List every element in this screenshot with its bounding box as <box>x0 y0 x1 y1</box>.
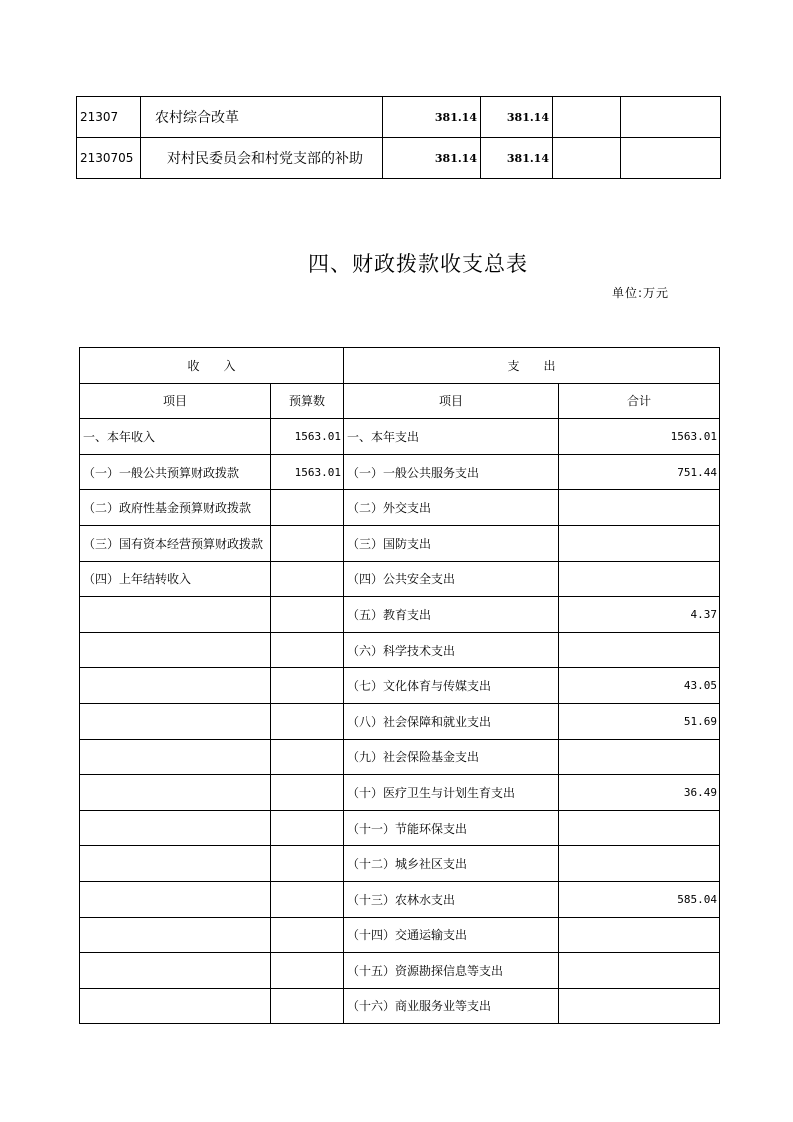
table-row <box>77 97 721 138</box>
expense-item-cell: （十四）交通运输支出 <box>344 917 559 953</box>
income-amount-cell <box>271 953 344 989</box>
expense-item-cell: （八）社会保障和就业支出 <box>344 703 559 739</box>
table-row <box>77 138 721 179</box>
income-item-cell <box>80 668 271 704</box>
expense-item-cell: （九）社会保险基金支出 <box>344 739 559 775</box>
code-cell: 2130705 <box>77 138 141 179</box>
income-item-cell: （三）国有资本经营预算财政拨款 <box>80 525 271 561</box>
table-row <box>80 454 720 490</box>
income-header: 收 入 <box>80 348 344 384</box>
expense-item-cell: （三）国防支出 <box>344 525 559 561</box>
expense-item-cell: 一、本年支出 <box>344 419 559 455</box>
expense-item-cell: （六）科学技术支出 <box>344 632 559 668</box>
income-item-cell <box>80 917 271 953</box>
expense-header: 支 出 <box>344 348 720 384</box>
income-amount-cell <box>271 810 344 846</box>
expense-item-header: 项目 <box>344 383 559 419</box>
expense-amount-cell <box>559 810 720 846</box>
income-amount-cell <box>271 597 344 633</box>
income-amount-cell <box>271 525 344 561</box>
expense-item-cell: （十五）资源勘探信息等支出 <box>344 953 559 989</box>
table-row <box>80 988 720 1024</box>
expense-item-cell: （十）医疗卫生与计划生育支出 <box>344 775 559 811</box>
income-amount-cell <box>271 881 344 917</box>
income-item-cell <box>80 953 271 989</box>
empty-cell <box>621 97 721 138</box>
income-amount-cell <box>271 739 344 775</box>
expense-amount-cell: 51.69 <box>559 703 720 739</box>
table-row <box>80 739 720 775</box>
amount-cell: 381.14 <box>383 138 481 179</box>
expense-item-cell: （二）外交支出 <box>344 490 559 526</box>
empty-cell <box>553 97 621 138</box>
income-amount-cell <box>271 632 344 668</box>
income-item-cell <box>80 597 271 633</box>
expense-amount-cell: 4.37 <box>559 597 720 633</box>
name-cell: 农村综合改革 <box>141 97 383 138</box>
expense-amount-cell <box>559 988 720 1024</box>
income-item-cell <box>80 881 271 917</box>
expense-amount-cell <box>559 561 720 597</box>
income-item-cell: （二）政府性基金预算财政拨款 <box>80 490 271 526</box>
income-amount-cell <box>271 775 344 811</box>
summary-body <box>80 419 720 1024</box>
expense-item-cell: （十六）商业服务业等支出 <box>344 988 559 1024</box>
income-item-cell: 一、本年收入 <box>80 419 271 455</box>
income-amount-cell <box>271 917 344 953</box>
income-item-cell <box>80 988 271 1024</box>
budget-header: 预算数 <box>271 383 344 419</box>
table-row <box>80 597 720 633</box>
income-item-cell <box>80 739 271 775</box>
table-row <box>80 525 720 561</box>
expense-amount-cell: 36.49 <box>559 775 720 811</box>
fiscal-budget-summary-table <box>79 347 720 1024</box>
expense-amount-cell: 43.05 <box>559 668 720 704</box>
income-item-cell <box>80 632 271 668</box>
expense-item-cell: （一）一般公共服务支出 <box>344 454 559 490</box>
expense-amount-cell <box>559 525 720 561</box>
expense-amount-cell <box>559 632 720 668</box>
income-amount-cell <box>271 988 344 1024</box>
name-cell: 对村民委员会和村党支部的补助 <box>141 138 383 179</box>
continued-expense-table <box>76 96 721 179</box>
income-amount-cell <box>271 668 344 704</box>
income-amount-cell <box>271 846 344 882</box>
expense-amount-cell: 751.44 <box>559 454 720 490</box>
unit-label: 单位:万元 <box>612 286 670 300</box>
amount-cell: 381.14 <box>481 97 553 138</box>
income-item-cell <box>80 775 271 811</box>
amount-cell: 381.14 <box>481 138 553 179</box>
expense-item-cell: （十三）农林水支出 <box>344 881 559 917</box>
empty-cell <box>553 138 621 179</box>
expense-item-cell: （四）公共安全支出 <box>344 561 559 597</box>
income-item-cell: （一）一般公共预算财政拨款 <box>80 454 271 490</box>
income-item-cell <box>80 810 271 846</box>
income-item-header: 项目 <box>80 383 271 419</box>
code-cell: 21307 <box>77 97 141 138</box>
expense-item-cell: （七）文化体育与传媒支出 <box>344 668 559 704</box>
table-row <box>80 561 720 597</box>
table-row <box>80 810 720 846</box>
expense-item-cell: （五）教育支出 <box>344 597 559 633</box>
income-amount-cell <box>271 561 344 597</box>
expense-amount-cell <box>559 490 720 526</box>
income-amount-cell <box>271 490 344 526</box>
table-row <box>80 703 720 739</box>
table-row <box>80 953 720 989</box>
expense-amount-cell: 1563.01 <box>559 419 720 455</box>
table-row <box>80 846 720 882</box>
expense-amount-cell: 585.04 <box>559 881 720 917</box>
table-row <box>80 881 720 917</box>
empty-cell <box>621 138 721 179</box>
continued-expense-body <box>77 97 721 179</box>
expense-amount-cell <box>559 917 720 953</box>
income-item-cell: （四）上年结转收入 <box>80 561 271 597</box>
table-row <box>80 668 720 704</box>
page-title: 四、财政拨款收支总表 <box>308 252 528 276</box>
table-row <box>80 419 720 455</box>
table-row <box>80 775 720 811</box>
expense-amount-cell <box>559 953 720 989</box>
income-amount-cell: 1563.01 <box>271 419 344 455</box>
section-header-row <box>80 348 720 384</box>
expense-item-cell: （十一）节能环保支出 <box>344 810 559 846</box>
income-item-cell <box>80 846 271 882</box>
income-amount-cell: 1563.01 <box>271 454 344 490</box>
income-amount-cell <box>271 703 344 739</box>
expense-item-cell: （十二）城乡社区支出 <box>344 846 559 882</box>
expense-amount-cell <box>559 739 720 775</box>
column-header-row <box>80 383 720 419</box>
table-row <box>80 632 720 668</box>
amount-cell: 381.14 <box>383 97 481 138</box>
expense-amount-cell <box>559 846 720 882</box>
total-header: 合计 <box>559 383 720 419</box>
table-row <box>80 917 720 953</box>
income-item-cell <box>80 703 271 739</box>
table-row <box>80 490 720 526</box>
